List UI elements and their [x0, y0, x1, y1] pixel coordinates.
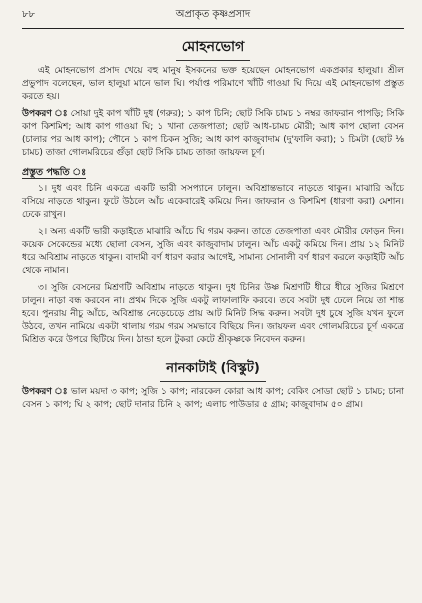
ingredients-text: সোয়া দুই কাপ খাঁটি দুধ (গরুর); ১ কাপ চিনি; ছোট সিকি চামচ ১ নম্বর জাফরান পাপড়ি; সিকি কাপ কিশমিশ; আধ কাপ গাওয়া ঘি; ১ খানা তেজপাতা; ছোট আধ-চামচ মৌরী; আধ কাপ ছোলা বেসন (চালার পর আধ কাপ); পৌনে ১ কাপ চিকন সুজি; আধ কাপ কাজুবাদাম (দু'ফালি করা); ১ চিমটা (ছোট ⅛ চামচ) তাজা গোলমরিচের গুঁড়া ছোট সিকি চামচ তাজা জায়ফল চূর্ণ। [22, 109, 404, 158]
header-rule [22, 28, 404, 29]
ingredients-label: উপকরণ ঃ [22, 109, 68, 119]
method-label: প্রস্তুত পদ্ধতি ঃ [22, 167, 87, 178]
running-title: অপ্রাকৃত কৃষ্ণপ্রসাদ [175, 9, 251, 20]
ingredients-label-2: উপকরণ ঃ [22, 387, 68, 397]
page-header [22, 6, 404, 24]
ingredients-text-2: ভাল ময়দা ৩ কাপ; সুজি ১ কাপ; নারকেল কোরা আধ কাপ; বেকিং সোডা ছোট ১ চামচ; চানা বেসন ১ কাপ; ঘি ২ কাপ; ছোট দানার চিনি ২ কাপ; এলাচ পাউডার ৫ গ্রাম; কাজুবাদাম ৫০ গ্রাম। [22, 387, 404, 410]
ingredients-paragraph-2 [22, 386, 404, 412]
recipe-title-text: মোহনভোগ [176, 35, 251, 61]
method-heading [22, 166, 404, 181]
recipe-intro: এই মোহনভোগ প্রসাদ খেয়ে বহু মানুষ ইসকনের ভক্ত হয়েছেন মোহনভোগ একপ্রকার হালুয়া। শ্রীল প্রভুপাদ বলেছেন, ভাল হালুয়া মানে ভাল ঘি। পর্যাপ্ত পরিমাণে খাঁটি গাওয়া ঘি দিয়ে এই মোহনভোগ প্রস্তুত করতে হয়। [22, 66, 404, 102]
page-number: ৮৮ [22, 9, 35, 20]
step-1: ১। দুধ এবং চিনি একত্রে একটি ভারী সসপ্যানে ঢালুন। অবিশ্রান্তভাবে নাড়তে থাকুন। মাঝারি আঁচে বসিয়ে নাড়তে থাকুন। ফুটে উঠলে আঁচ একেবারেই কমিয়ে দিন। জাফরান ও কিশমিশ (ধারণা করা) মেশান। ঢেকে রাখুন। [22, 184, 404, 220]
recipe-title-nankhatai [22, 357, 404, 382]
step-2: ২। অন্য একটি ভারী কড়াইতে মাঝারি আঁচে ঘি গরম করুন। তাতে তেজপাতা এবং মৌরীর ফোড়ন দিন। কয়েক সেকেন্ডের মধ্যে ছোলা বেসন, সুজি এবং কাজুবাদাম ঢালুন। আঁচ একটু কমিয়ে দিন। প্রায় ১২ মিনিট ধরে অবিশ্রাম নাড়তে থাকুন। বাদামী বর্ণ ধারণ করার আগেই, সামান্য সোনালী বর্ণ ধারণ করলে কড়াইটি আঁচ থেকে নামান। [22, 227, 404, 276]
step-3: ৩। সুজি বেসনের মিশ্রণটি অবিশ্রাম নাড়তে থাকুন। দুধ চিনির উষ্ণ মিশ্রণটি ধীরে ধীরে সুজির মিশ্রণে ঢালুন। নাড়া বন্ধ করবেন না। প্রথম দিকে সুজি একটু লাফালাফি করবে। তবে সবটা দুধ ঢেলে নিয়ে তা শান্ত হবে। পুনরায় নীচু আঁচে, অবিশ্রান্ত নেড়েচেড়ে প্রায় আট মিনিট সিদ্ধ করুন। সবটা দুধ চুষে সুজি যখন ফুলে উঠবে, তখন নামিয়ে একটা থালায় গরম গরম সমভাবে বিছিয়ে দিন। জায়ফল এবং গোলমরিচের চূর্ণ একত্রে মিশ্রিত করে উপরে ছিটিয়ে দিন। ঠান্ডা হলে টুকরা কেটে শ্রীকৃষ্ণকে নিবেদন করুন। [22, 283, 404, 345]
recipe-title-text-2: নানকাটাই (বিস্কুট) [160, 359, 266, 382]
ingredients-paragraph [22, 108, 404, 160]
recipe-title-mohanbhog [22, 35, 404, 61]
